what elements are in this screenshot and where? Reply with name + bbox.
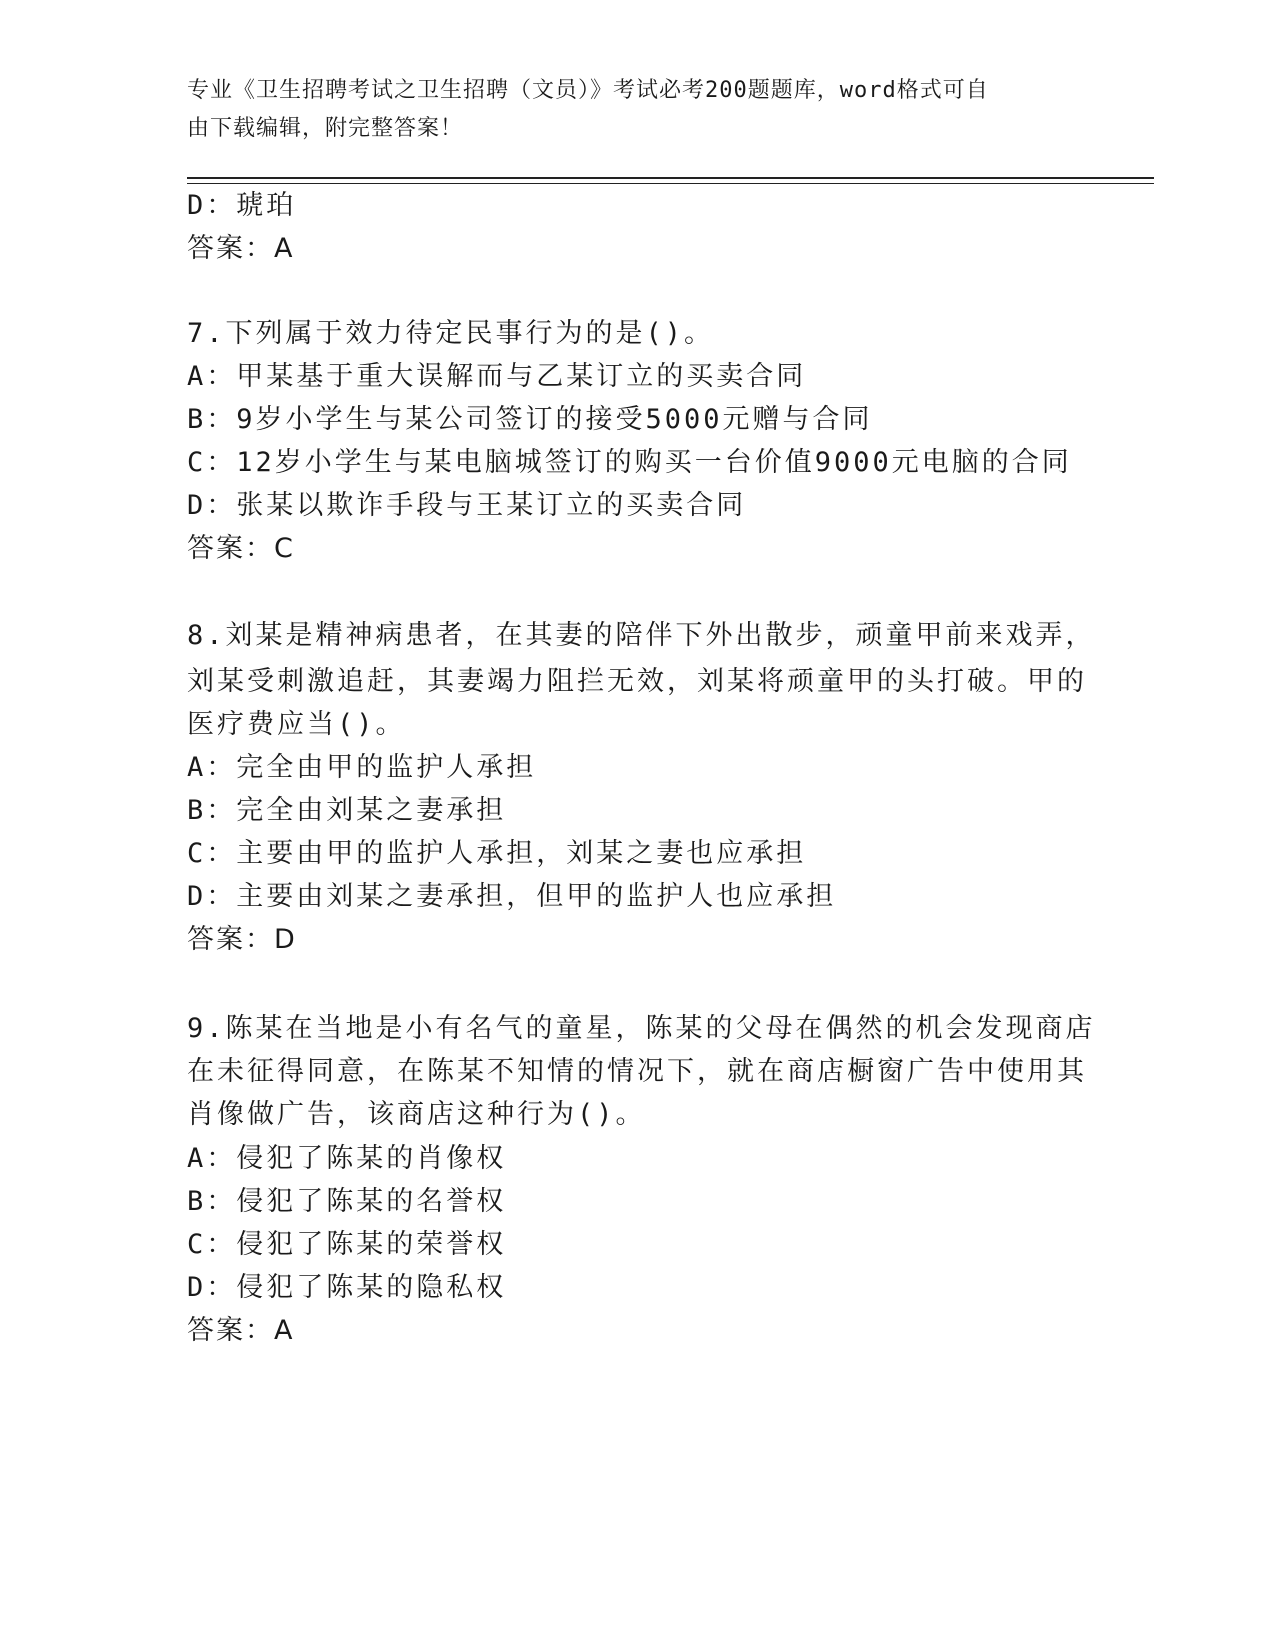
q8-answer: 答案：D	[187, 924, 297, 955]
q8-option-c: C：主要由甲的监护人承担，刘某之妻也应承担	[187, 838, 807, 869]
q8-stem-line-1: 8.刘某是精神病患者，在其妻的陪伴下外出散步，顽童甲前来戏弄，	[187, 620, 1096, 651]
q7-answer: 答案：C	[187, 533, 295, 564]
q9-option-a: A：侵犯了陈某的肖像权	[187, 1143, 507, 1174]
header-divider-thick	[187, 177, 1154, 179]
q8-stem-line-3: 医疗费应当()。	[187, 709, 406, 740]
header-line-1: 专业《卫生招聘考试之卫生招聘（文员）》考试必考200题题库，word格式可自	[187, 78, 989, 103]
q8-option-a: A：完全由甲的监护人承担	[187, 752, 537, 783]
q8-stem-line-2: 刘某受刺激追赶，其妻竭力阻拦无效，刘某将顽童甲的头打破。甲的	[187, 666, 1087, 697]
q9-option-c: C：侵犯了陈某的荣誉权	[187, 1229, 507, 1260]
q8-option-b: B：完全由刘某之妻承担	[187, 795, 507, 826]
q7-option-b: B：9岁小学生与某公司签订的接受5000元赠与合同	[187, 404, 873, 435]
q9-stem-line-1: 9.陈某在当地是小有名气的童星，陈某的父母在偶然的机会发现商店	[187, 1013, 1096, 1044]
q9-option-d: D：侵犯了陈某的隐私权	[187, 1272, 507, 1303]
q9-option-b: B：侵犯了陈某的名誉权	[187, 1186, 507, 1217]
q8-option-d: D：主要由刘某之妻承担，但甲的监护人也应承担	[187, 881, 837, 912]
prev-question-answer: 答案：A	[187, 233, 295, 264]
document-header	[187, 72, 1067, 148]
q9-stem-line-3: 肖像做广告，该商店这种行为()。	[187, 1099, 646, 1130]
q7-option-c: C：12岁小学生与某电脑城签订的购买一台价值9000元电脑的合同	[187, 447, 1072, 478]
q7-option-d: D：张某以欺诈手段与王某订立的买卖合同	[187, 490, 747, 521]
q7-stem: 7.下列属于效力待定民事行为的是()。	[187, 318, 715, 349]
q7-option-a: A：甲某基于重大误解而与乙某订立的买卖合同	[187, 361, 807, 392]
header-line-2: 由下载编辑，附完整答案！	[187, 116, 464, 141]
prev-question-option-d: D：琥珀	[187, 190, 297, 221]
q9-stem-line-2: 在未征得同意，在陈某不知情的情况下，就在商店橱窗广告中使用其	[187, 1056, 1087, 1087]
q9-answer: 答案：A	[187, 1315, 295, 1346]
